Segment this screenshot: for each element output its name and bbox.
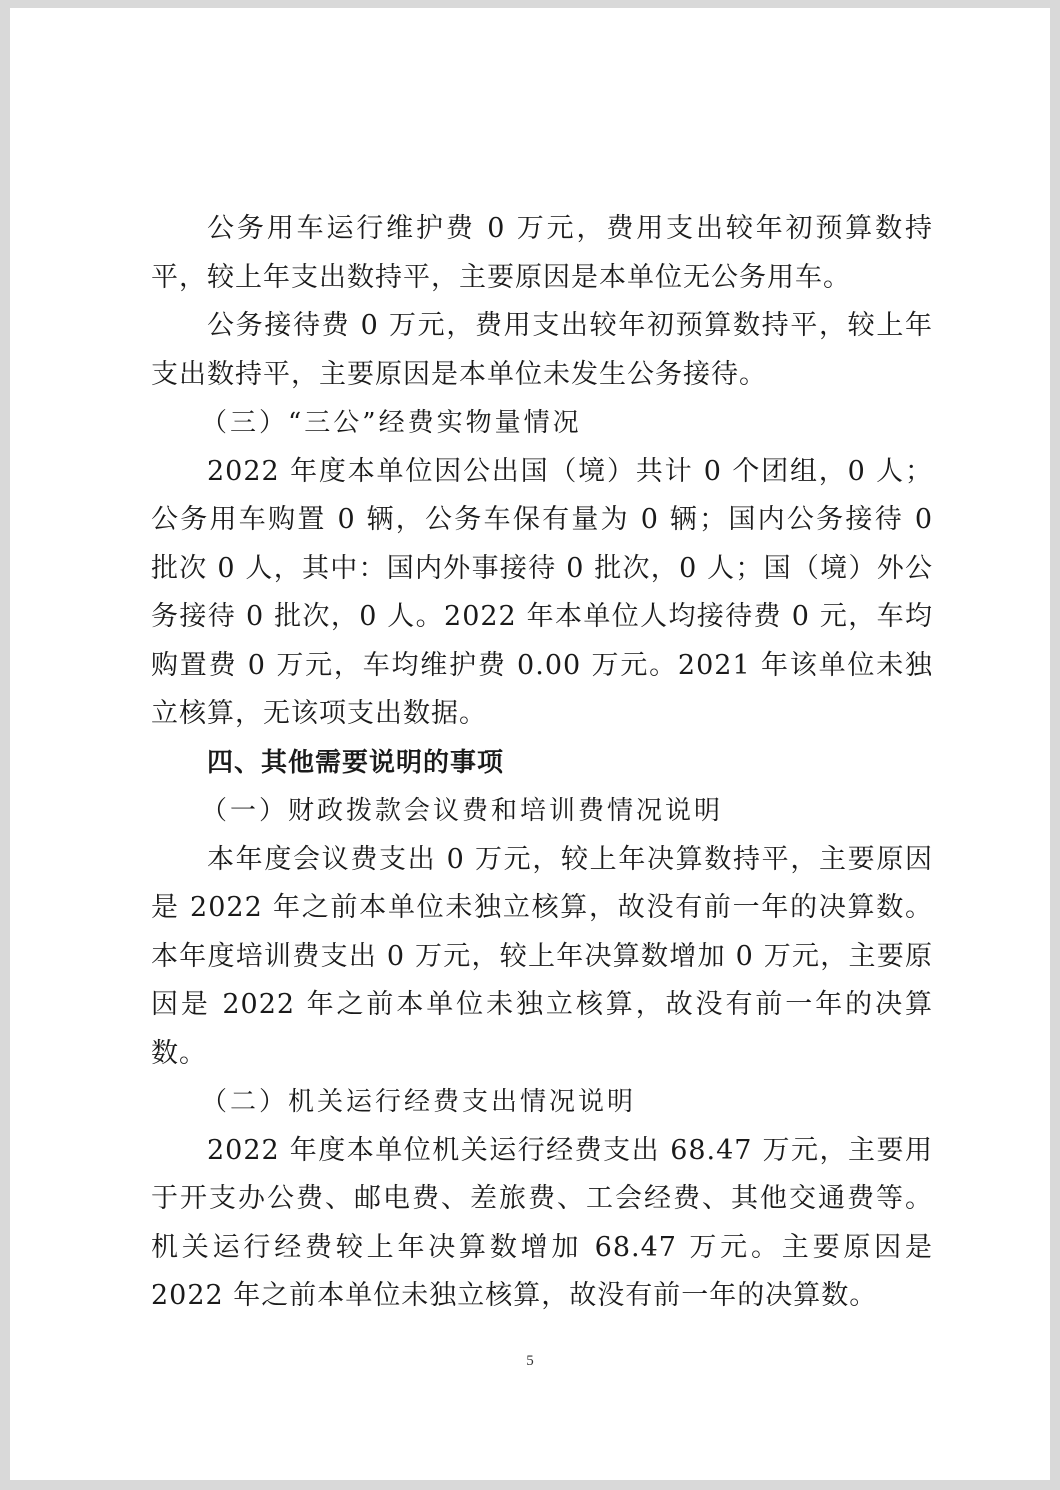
document-page: [10, 8, 1050, 1480]
page-number: 5: [526, 1353, 534, 1369]
page-body: [151, 205, 933, 1321]
paragraph-physical-quantity: 2022 年度本单位因公出国（境）共计 0 个团组，0 人；公务用车购置 0 辆，公务车保有量为 0 辆；国内公务接待 0 批次 0 人，其中：国内外事接待 0 批次，0 人；国（境）外公务接待 0 批次，0 人。2022 年本单位人均接待费 0 元，车均购置费 0 万元，车均维护费 0.00 万元。2021 年该单位未独立核算，无该项支出数据。: [151, 455, 933, 729]
heading-subsection-1: （一）财政拨款会议费和培训费情况说明: [201, 796, 724, 826]
paragraph-reception: 公务接待费 0 万元，费用支出较年初预算数持平，较上年支出数持平，主要原因是本单位未发生公务接待。: [151, 310, 933, 390]
paragraph-vehicle-maintenance: 公务用车运行维护费 0 万元，费用支出较年初预算数持平，较上年支出数持平，主要原因是本单位无公务用车。: [151, 213, 933, 293]
heading-subsection-2: （二）机关运行经费支出情况说明: [201, 1087, 637, 1117]
paragraph-meeting-training: 本年度会议费支出 0 万元，较上年决算数持平，主要原因是 2022 年之前本单位未独立核算，故没有前一年的决算数。本年度培训费支出 0 万元，较上年决算数增加 0 万元，主要原因是 2022 年之前本单位未独立核算，故没有前一年的决算数。: [151, 843, 933, 1069]
heading-part-4: 四、其他需要说明的事项: [207, 747, 505, 778]
heading-section-3: （三）“三公”经费实物量情况: [201, 408, 582, 438]
paragraph-operating-expense: 2022 年度本单位机关运行经费支出 68.47 万元，主要用于开支办公费、邮电费、差旅费、工会经费、其他交通费等。机关运行经费较上年决算数增加 68.47 万元。主要原因是 2022 年之前本单位未独立核算，故没有前一年的决算数。: [151, 1134, 933, 1311]
